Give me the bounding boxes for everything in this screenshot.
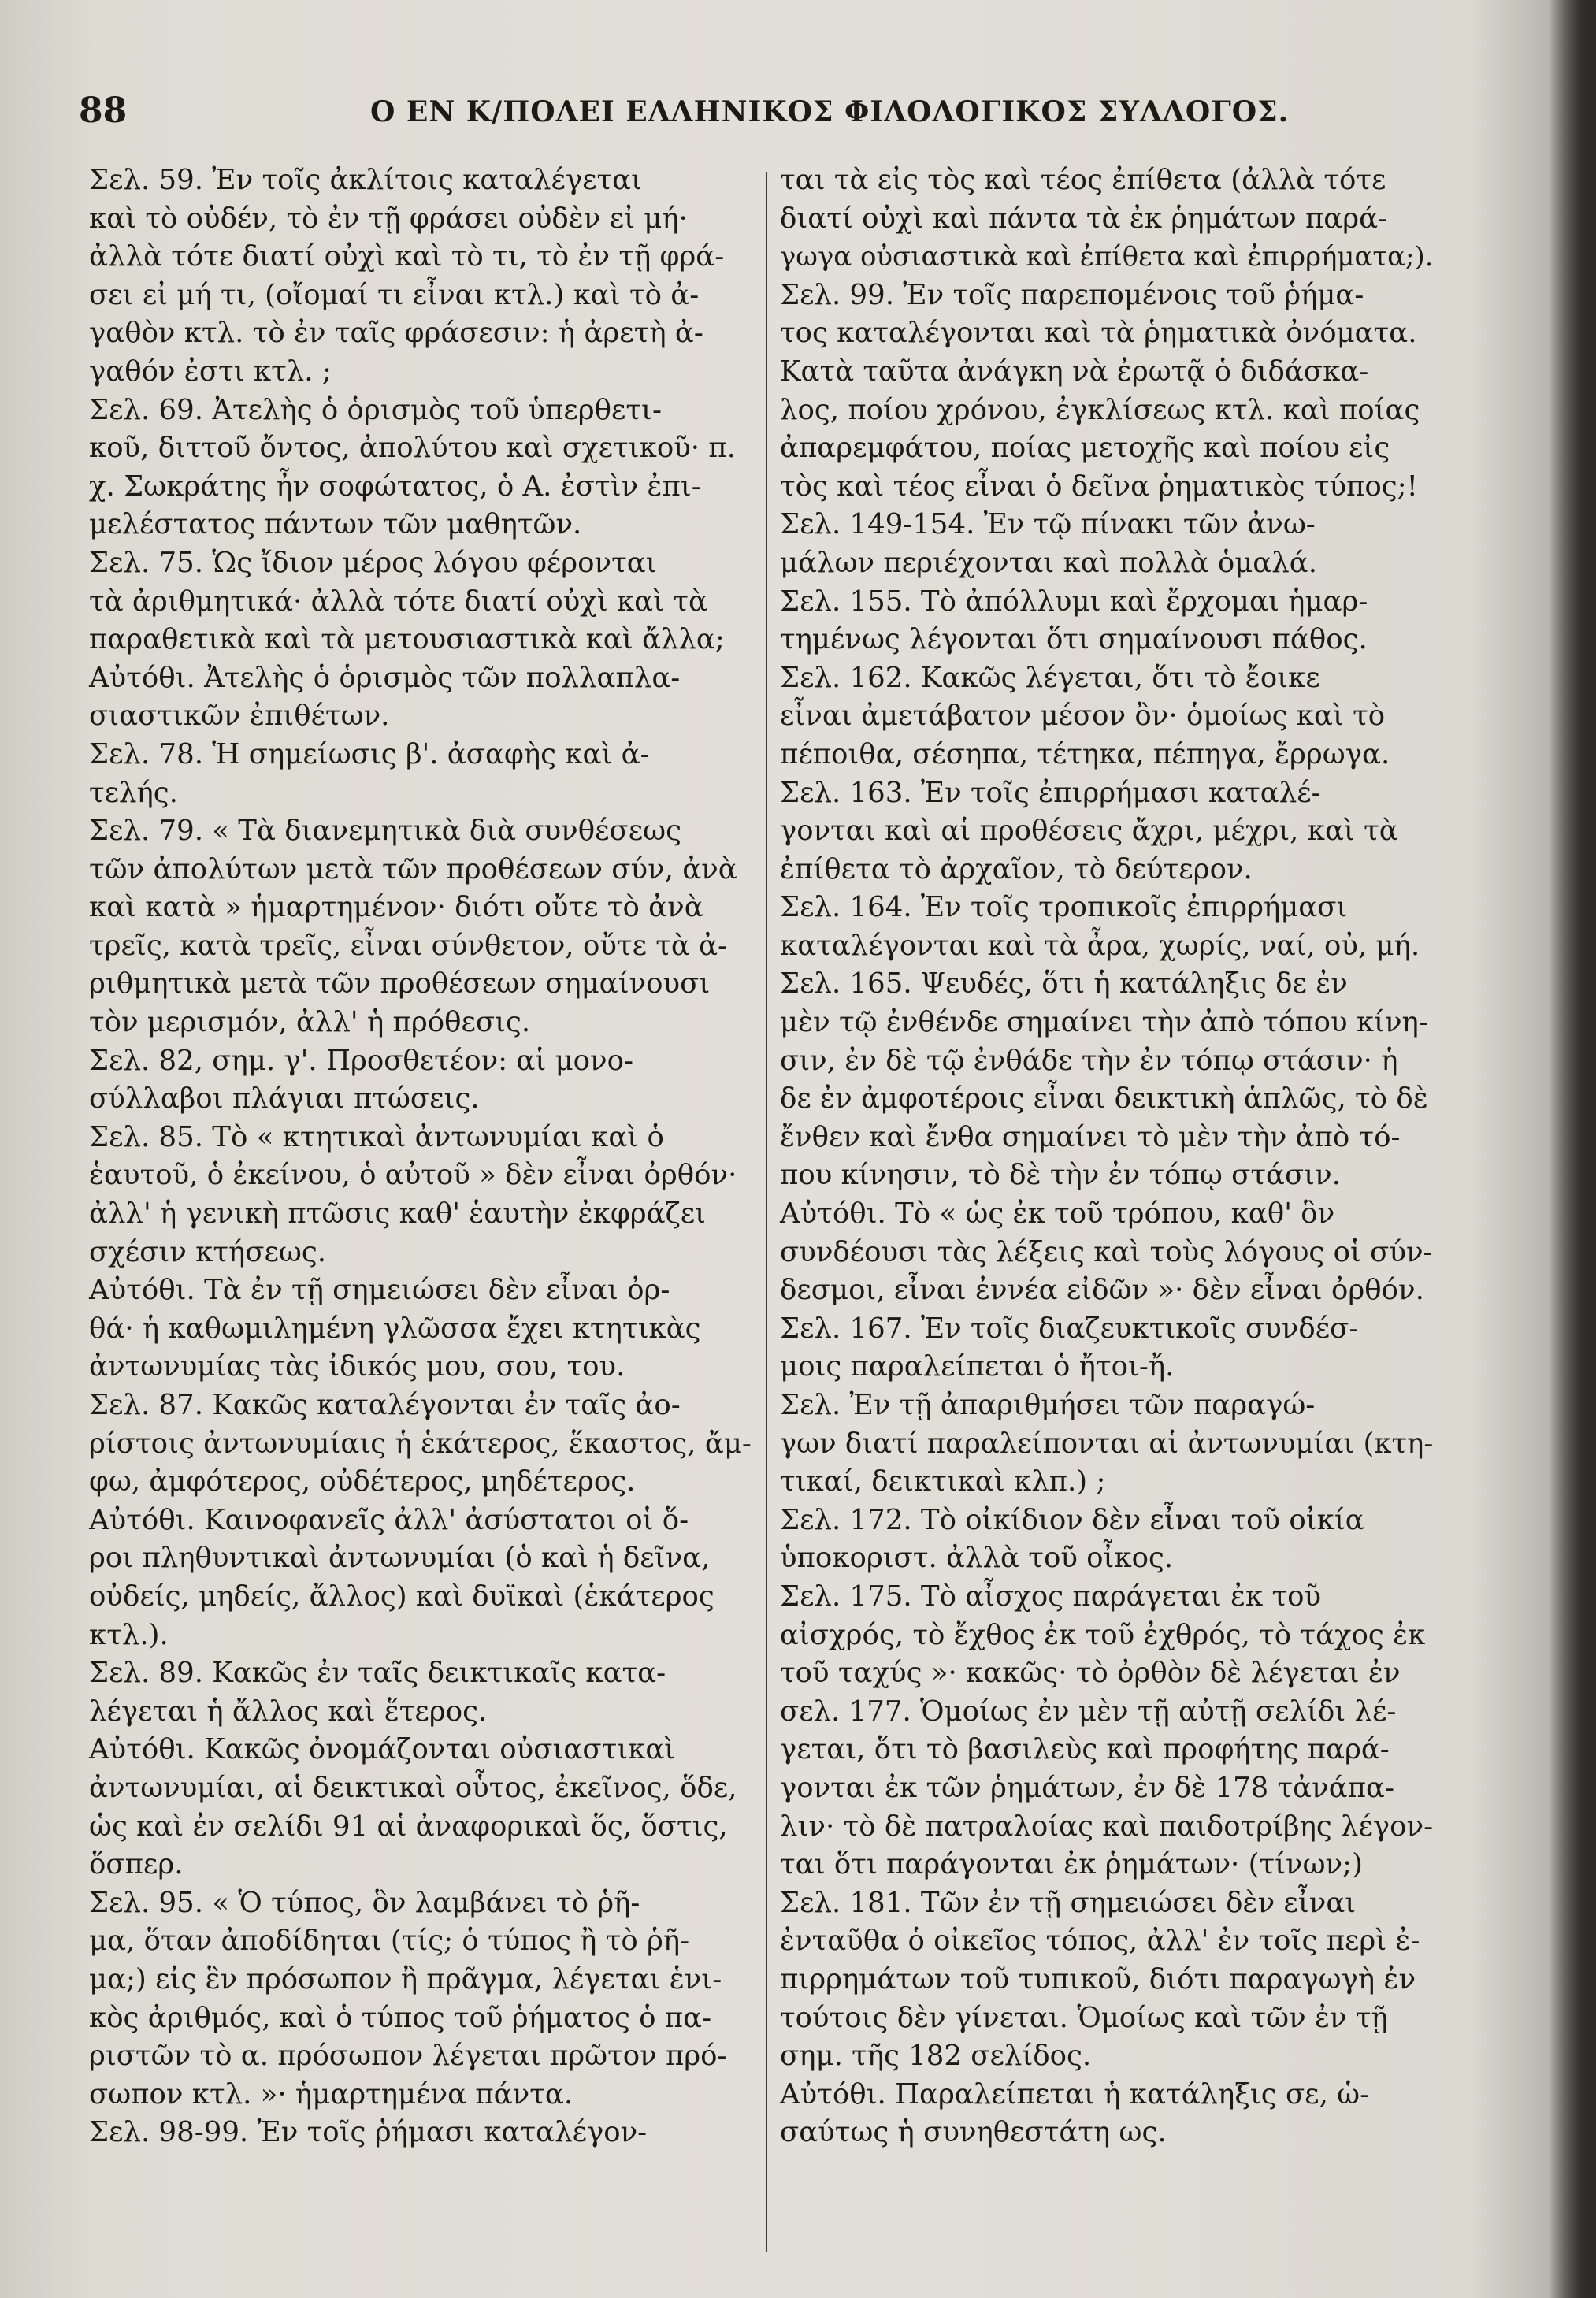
text-line: Σελ. 59. Ἐν τοῖς ἀκλίτοις καταλέγεται: [89, 164, 643, 196]
page-number: 88: [79, 91, 128, 131]
text-line: Σελ. 163. Ἐν τοῖς ἐπιρρήμασι καταλέ-: [780, 776, 1321, 809]
text-line: πιρρημάτων τοῦ τυπικοῦ, διότι παραγωγὴ ἐν: [780, 1962, 1416, 1995]
text-line: ται τὰ εἰς τὸς καὶ τέος ἐπίθετα (ἀλλὰ τότε: [780, 164, 1386, 196]
text-line: μοις παραλείπεται ὁ ἤτοι-ἤ.: [780, 1350, 1175, 1383]
text-line: πέποιθα, σέσηπα, τέτηκα, πέπηγα, ἔρρωγα.: [780, 737, 1390, 770]
text-line: ριστῶν τὸ α. πρόσωπον λέγεται πρῶτον πρό-: [89, 2040, 727, 2073]
text-line: τικαί, δεικτικαὶ κλπ.) ;: [780, 1465, 1106, 1498]
text-line: γωγα οὐσιαστικὰ καὶ ἐπίθετα καὶ ἐπιρρήματα;).: [780, 241, 1434, 273]
text-line: λιν· τὸ δὲ πατραλοίας καὶ παιδοτρίβης λέγον-: [780, 1810, 1434, 1843]
text-line: κτλ.).: [89, 1618, 169, 1651]
text-line: καταλέγονται καὶ τὰ ἆρα, χωρίς, ναί, οὐ, μή.: [780, 929, 1420, 962]
text-line: λος, ποίου χρόνου, ἐγκλίσεως κτλ. καὶ ποίας: [780, 393, 1420, 426]
text-line: καὶ κατὰ » ἡμαρτημένον· διότι οὔτε τὸ ἀνὰ: [89, 891, 703, 924]
text-line: γαθόν ἐστι κτλ. ;: [89, 355, 332, 388]
text-line: Αὐτόθι. Τὸ « ὡς ἐκ τοῦ τρόπου, καθ' ὃν: [780, 1197, 1335, 1231]
text-line: ρίστοις ἀντωνυμίαις ἡ ἑκάτερος, ἕκαστος, ἄμ-: [89, 1427, 752, 1460]
text-line: Σελ. 89. Κακῶς ἐν ταῖς δεικτικαῖς κατα-: [89, 1657, 666, 1690]
text-line: Σελ. 87. Κακῶς καταλέγονται ἐν ταῖς ἀο-: [89, 1389, 681, 1421]
text-line: δε ἐν ἀμφοτέροις εἶναι δεικτικὴ ἁπλῶς, τὸ δὲ: [780, 1082, 1428, 1116]
text-line: Σελ. 99. Ἐν τοῖς παρεπομένοις τοῦ ῥήμα-: [780, 278, 1364, 311]
text-line: ὅσπερ.: [89, 1848, 184, 1881]
text-line: Σελ. 95. « Ὁ τύπος, ὃν λαμβάνει τὸ ῥῆ-: [89, 1886, 640, 1919]
text-line: ροι πληθυντικαὶ ἀντωνυμίαι (ὁ καὶ ἡ δεῖνα,: [89, 1542, 711, 1575]
text-line: Σελ. 82, σημ. γ'. Προσθετέον: αἱ μονο-: [89, 1044, 633, 1077]
text-line: γεται, ὅτι τὸ βασιλεὺς καὶ προφήτης παρά-: [780, 1733, 1390, 1766]
text-line: Σελ. 98-99. Ἐν τοῖς ῥήμασι καταλέγον-: [89, 2116, 648, 2149]
text-line: ἀντωνυμίαι, αἱ δεικτικαὶ οὗτος, ἐκεῖνος, ὅδε,: [89, 1771, 737, 1804]
text-line: Σελ. 175. Τὸ αἶσχος παράγεται ἐκ τοῦ: [780, 1580, 1322, 1613]
text-line: ἀπαρεμφάτου, ποίας μετοχῆς καὶ ποίου εἰς: [780, 432, 1390, 465]
text-line: γονται ἐκ τῶν ῥημάτων, ἐν δὲ 178 τἀνάπα-: [780, 1771, 1395, 1804]
text-line: Σελ. 79. « Τὰ διανεμητικὰ διὰ συνθέσεως: [89, 815, 681, 848]
text-line: Σελ. 85. Τὸ « κτητικαὶ ἀντωνυμίαι καὶ ὁ: [89, 1120, 664, 1153]
text-line: ται ὅτι παράγονται ἐκ ῥημάτων· (τίνων;): [780, 1848, 1363, 1881]
text-line: σιαστικῶν ἐπιθέτων.: [89, 700, 390, 733]
text-line: μα;) εἰς ἓν πρόσωπον ἢ πρᾶγμα, λέγεται ἑνι-: [89, 1962, 722, 1995]
text-line: τρεῖς, κατὰ τρεῖς, εἶναι σύνθετον, οὔτε τὰ ἀ-: [89, 929, 728, 962]
text-line: σελ. 177. Ὁμοίως ἐν μὲν τῇ αὐτῇ σελίδι λέ-: [780, 1695, 1397, 1728]
text-line: σύλλαβοι πλάγιαι πτώσεις.: [89, 1082, 480, 1116]
text-line: διατί οὐχὶ καὶ πάντα τὰ ἐκ ῥημάτων παρά-: [780, 202, 1388, 235]
text-line: Κατὰ ταῦτα ἀνάγκη νὰ ἐρωτᾷ ὁ διδάσκα-: [780, 355, 1369, 388]
text-line: σχέσιν κτήσεως.: [89, 1235, 326, 1268]
text-line: τημένως λέγονται ὅτι σημαίνουσι πάθος.: [780, 623, 1368, 656]
text-line: κὸς ἀριθμός, καὶ ὁ τύπος τοῦ ῥήματος ὁ πα-: [89, 2001, 712, 2034]
text-line: μα, ὅταν ἀποδίδηται (τίς; ὁ τύπος ἢ τὸ ῥῆ-: [89, 1925, 690, 1958]
running-head: Ο ΕΝ Κ/ΠΟΛΕΙ ΕΛΛΗΝΙΚΟΣ ΦΙΛΟΛΟΓΙΚΟΣ ΣΥΛΛΟΓΟΣ.: [370, 95, 1290, 128]
text-line: κοῦ, διττοῦ ὄντος, ἀπολύτου καὶ σχετικοῦ· π.: [89, 432, 736, 465]
text-line: δεσμοι, εἶναι ἐννέα εἰδῶν »· δὲν εἶναι ὀρθόν.: [780, 1274, 1424, 1307]
text-line: ὡς καὶ ἐν σελίδι 91 αἱ ἀναφορικαὶ ὅς, ὅστις,: [89, 1810, 728, 1843]
text-line: Σελ. 69. Ἀτελὴς ὁ ὁρισμὸς τοῦ ὑπερθετι-: [89, 393, 662, 426]
text-line: Αὐτόθι. Παραλείπεται ἡ κατάληξις σε, ὡ-: [780, 2077, 1370, 2111]
text-line: ἐπίθετα τὸ ἀρχαῖον, τὸ δεύτερον.: [780, 852, 1253, 885]
text-line: που κίνησιν, τὸ δὲ τὴν ἐν τόπῳ στάσιν.: [780, 1159, 1341, 1192]
text-line: οὐδείς, μηδείς, ἄλλος) καὶ δυϊκαὶ (ἑκάτερος: [89, 1580, 714, 1613]
text-line: τος καταλέγονται καὶ τὰ ῥηματικὰ ὀνόματα.: [780, 317, 1417, 350]
text-line: σει εἰ μή τι, (οἴομαί τι εἶναι κτλ.) καὶ τὸ ἀ-: [89, 278, 700, 311]
text-line: Σελ. 165. Ψευδές, ὅτι ἡ κατάληξις δε ἐν: [780, 967, 1348, 1001]
text-line: σιν, ἐν δὲ τῷ ἐνθάδε τὴν ἐν τόπῳ στάσιν· ἡ: [780, 1044, 1398, 1077]
left-text-column: [89, 161, 759, 2152]
text-line: Σελ. 75. Ὡς ἴδιον μέρος λόγου φέρονται: [89, 546, 657, 579]
text-line: σαύτως ἡ συνηθεστάτη ως.: [780, 2116, 1167, 2149]
text-line: Σελ. 149-154. Ἐν τῷ πίνακι τῶν ἀνω-: [780, 508, 1316, 541]
text-line: μάλων περιέχονται καὶ πολλὰ ὁμαλά.: [780, 546, 1318, 579]
text-line: τὸν μερισμόν, ἀλλ' ἡ πρόθεσις.: [89, 1006, 531, 1039]
text-line: Σελ. 155. Τὸ ἀπόλλυμι καὶ ἔρχομαι ἡμαρ-: [780, 585, 1368, 618]
text-line: Σελ. 167. Ἐν τοῖς διαζευκτικοῖς συνδέσ-: [780, 1312, 1359, 1345]
text-line: Σελ. 162. Κακῶς λέγεται, ὅτι τὸ ἔοικε: [780, 661, 1320, 694]
text-line: τῶν ἀπολύτων μετὰ τῶν προθέσεων σύν, ἀνὰ: [89, 852, 737, 885]
text-line: συνδέουσι τὰς λέξεις καὶ τοὺς λόγους οἱ σύν-: [780, 1235, 1433, 1268]
text-line: ὑποκοριστ. ἀλλὰ τοῦ οἶκος.: [780, 1542, 1174, 1575]
text-line: τὸς καὶ τέος εἶναι ὁ δεῖνα ῥηματικὸς τύπος;!: [780, 470, 1418, 503]
text-line: ἐνταῦθα ὁ οἰκεῖος τόπος, ἀλλ' ἐν τοῖς περὶ ἐ-: [780, 1925, 1420, 1958]
text-line: μὲν τῷ ἐνθένδε σημαίνει τὴν ἀπὸ τόπου κίνη-: [780, 1006, 1428, 1039]
text-line: Αὐτόθι. Ἀτελὴς ὁ ὁρισμὸς τῶν πολλαπλα-: [89, 661, 681, 694]
text-line: φω, ἀμφότερος, οὐδέτερος, μηδέτερος.: [89, 1465, 636, 1498]
text-line: σωπον κτλ. »· ἡμαρτημένα πάντα.: [89, 2077, 573, 2111]
text-line: Αὐτόθι. Κακῶς ὀνομάζονται οὐσιαστικαὶ: [89, 1733, 676, 1766]
text-line: ριθμητικὰ μετὰ τῶν προθέσεων σημαίνουσι: [89, 967, 711, 1001]
text-line: χ. Σωκράτης ἦν σοφώτατος, ὁ Α. ἐστὶν ἐπι-: [89, 470, 701, 503]
text-line: ἀλλ' ἡ γενικὴ πτῶσις καθ' ἑαυτὴν ἐκφράζει: [89, 1197, 707, 1231]
text-line: Σελ. 172. Τὸ οἰκίδιον δὲν εἶναι τοῦ οἰκία: [780, 1503, 1364, 1536]
column-divider: [766, 172, 767, 2252]
right-text-column: [780, 161, 1434, 2152]
text-line: Σελ. Ἐν τῇ ἀπαριθμήσει τῶν παραγώ-: [780, 1389, 1316, 1421]
text-line: Σελ. 164. Ἐν τοῖς τροπικοῖς ἐπιρρήμασι: [780, 891, 1348, 924]
text-line: γων διατί παραλείπονται αἱ ἀντωνυμίαι (κτη-: [780, 1427, 1434, 1460]
text-line: Αὐτόθι. Τὰ ἐν τῇ σημειώσει δὲν εἶναι ὀρ-: [89, 1274, 670, 1307]
text-line: ἑαυτοῦ, ὁ ἐκείνου, ὁ αὐτοῦ » δὲν εἶναι ὀρθόν·: [89, 1159, 737, 1192]
text-line: ἀλλὰ τότε διατί οὐχὶ καὶ τὸ τι, τὸ ἐν τῇ φρά-: [89, 240, 725, 273]
text-line: μελέστατος πάντων τῶν μαθητῶν.: [89, 508, 582, 541]
text-line: Σελ. 78. Ἡ σημείωσις β'. ἀσαφὴς καὶ ἀ-: [89, 737, 650, 770]
text-line: λέγεται ἡ ἄλλος καὶ ἕτερος.: [89, 1695, 488, 1728]
text-line: εἶναι ἀμετάβατον μέσον ὂν· ὁμοίως καὶ τὸ: [780, 700, 1386, 733]
text-line: σημ. τῆς 182 σελίδος.: [780, 2040, 1092, 2073]
text-line: γονται καὶ αἱ προθέσεις ἄχρι, μέχρι, καὶ τὰ: [780, 815, 1398, 848]
text-line: ἀντωνυμίας τὰς ἰδικός μου, σου, του.: [89, 1350, 625, 1383]
text-line: παραθετικὰ καὶ τὰ μετουσιαστικὰ καὶ ἄλλα;: [89, 623, 725, 656]
text-line: καὶ τὸ οὐδέν, τὸ ἐν τῇ φράσει οὐδὲν εἰ μή·: [89, 202, 688, 235]
text-line: τελής.: [89, 776, 178, 809]
page-edge-shadow: [1549, 0, 1596, 2298]
page-header: [79, 91, 1418, 138]
text-line: θά· ἡ καθωμιλημένη γλῶσσα ἔχει κτητικὰς: [89, 1312, 701, 1345]
text-line: γαθὸν κτλ. τὸ ἐν ταῖς φράσεσιν: ἡ ἀρετὴ ἀ-: [89, 317, 703, 350]
text-line: ἔνθεν καὶ ἔνθα σημαίνει τὸ μὲν τὴν ἀπὸ τό-: [780, 1120, 1401, 1153]
text-line: αἰσχρός, τὸ ἔχθος ἐκ τοῦ ἐχθρός, τὸ τάχος ἐκ: [780, 1618, 1426, 1651]
text-line: τὰ ἀριθμητικά· ἀλλὰ τότε διατί οὐχὶ καὶ τὰ: [89, 585, 707, 618]
text-line: τοῦ ταχύς »· κακῶς· τὸ ὀρθὸν δὲ λέγεται ἐν: [780, 1657, 1401, 1690]
text-line: Σελ. 181. Τῶν ἐν τῇ σημειώσει δὲν εἶναι: [780, 1886, 1357, 1919]
text-line: Αὐτόθι. Καινοφανεῖς ἀλλ' ἀσύστατοι οἱ ὅ-: [89, 1503, 689, 1536]
text-line: τούτοις δὲν γίνεται. Ὁμοίως καὶ τῶν ἐν τῇ: [780, 2001, 1388, 2034]
